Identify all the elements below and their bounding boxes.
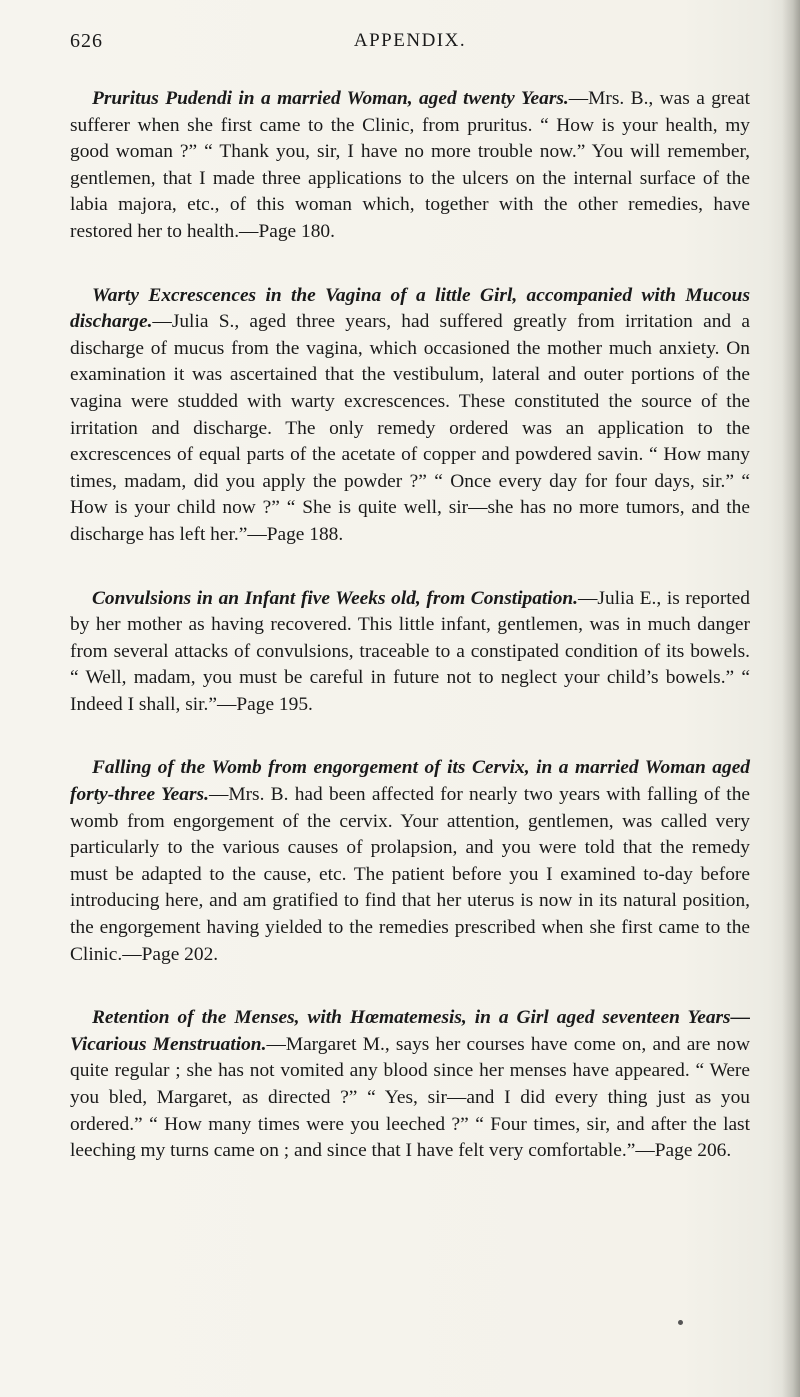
case-entry-pruritus xyxy=(70,86,750,246)
case-title: Warty Excrescences in the Vagina of a little Girl, accompanied with Mucous discharge. xyxy=(70,284,750,333)
case-entry-retention-menses xyxy=(70,1005,750,1165)
case-title: Convulsions in an Infant five Weeks old, from Constipation. xyxy=(92,587,579,609)
case-entry-warty-excrescences xyxy=(70,283,750,549)
case-text: —Julia E., is reported by her mother as having recovered. This little infant, gentlemen, was in much danger from several attacks of convulsions, traceable to a constipated condition of its bowels. “ Well, madam, you must be careful in future not to neglect your child’s bowels.” “ Indeed I shall, sir.”—Page 195. xyxy=(70,587,750,715)
case-text: —Julia S., aged three years, had suffered greatly from irritation and a discharge of mucus from the vagina, which occasioned the mother much anxiety. On examination it was ascertained that the vestibulum, lateral and outer portions of the vagina were studded with warty excrescences. These constituted the source of the irritation and discharge. The only remedy ordered was an application to the excrescences of equal parts of the acetate of copper and powdered savin. “ How many times, madam, did you apply the powder ?” “ Once every day for four days, sir.” “ How is your child now ?” “ She is quite well, sir—she has no more tumors, and the discharge has left her.”—Page 188. xyxy=(70,311,750,545)
case-text: —Margaret M., says her courses have come on, and are now quite regular ; she has not vomited any blood since her menses have appeared. “ Were you bled, Margaret, as directed ?” “ Yes, sir—and I did every thing just as you ordered.” “ How many times were you leeched ?” “ Four times, sir, and after the last leeching my turns came on ; and since that I have felt very comfortable.”—Page 206. xyxy=(70,1033,750,1162)
case-text: —Mrs. B., was a great sufferer when she first came to the Clinic, from pruritus. “ How is your health, my good woman ?” “ Thank you, sir, I have no more trouble now.” You will remember, gentlemen, that I made three applications to the ulcers on the internal surface of the labia majora, etc., of this woman which, together with the other remedies, have restored her to health.—Page 180. xyxy=(70,88,750,242)
case-entry-falling-womb xyxy=(70,755,750,968)
case-text: —Mrs. B. had been affected for nearly two years with falling of the womb from engorgement of the cervix. Your attention, gentlemen, was called very particularly to the various causes of prolapsion, and you were told that the remedy must be adapted to the cause, etc. The patient before you I examined to-day before introducing here, and am gratified to find that her uterus is now in its natural position, the engorgement having yielded to the remedies prescribed when she first came to the Clinic.—Page 202. xyxy=(70,784,750,965)
case-entry-convulsions xyxy=(70,586,750,719)
page-number: 626 xyxy=(70,30,103,52)
case-title: Retention of the Menses, with Hœmatemesis, in a Girl aged seventeen Years—Vicarious Menstruation. xyxy=(70,1007,750,1055)
print-speck xyxy=(678,1320,683,1325)
case-title: Falling of the Womb from engorgement of its Cervix, in a married Woman aged forty-three Years. xyxy=(70,757,750,806)
page-body xyxy=(70,86,750,1202)
page-header xyxy=(70,30,750,56)
case-title: Pruritus Pudendi in a married Woman, aged twenty Years. xyxy=(92,88,569,109)
page-edge-shadow xyxy=(782,0,800,1397)
running-head: APPENDIX. xyxy=(353,30,467,51)
